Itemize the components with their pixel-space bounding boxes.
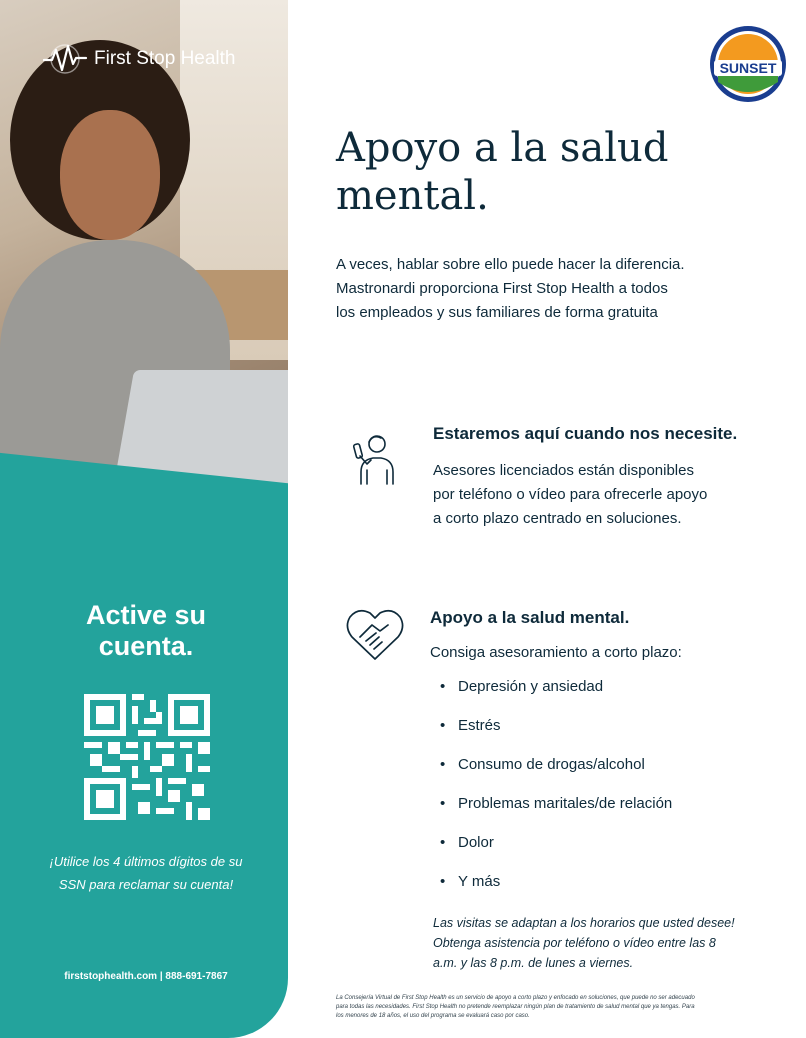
list-item-text: Problemas maritales/de relación — [458, 795, 673, 812]
page-title — [336, 124, 756, 220]
note-line-2: Obtenga asistencia por teléfono o vídeo entre las 8 — [433, 936, 716, 950]
cta-line-2: cuenta. — [98, 631, 194, 661]
intro-line-1: A veces, hablar sobre ello puede hacer la diferencia. — [336, 256, 685, 273]
note-line-1: Las visitas se adaptan a los horarios que usted desee! — [433, 916, 735, 930]
list-item: • Y más — [440, 873, 672, 912]
services-list — [440, 678, 672, 912]
intro-line-2: Mastronardi proporciona First Stop Health a todos — [336, 280, 668, 297]
person-on-phone-icon — [347, 430, 403, 488]
intro-paragraph — [336, 253, 766, 325]
section2-heading: Apoyo a la salud mental. — [430, 608, 630, 627]
disclaimer — [336, 994, 766, 1021]
qr-code[interactable] — [84, 694, 210, 820]
section1-line-3: a corto plazo centrado en soluciones. — [433, 510, 682, 527]
list-item: • Consumo de drogas/alcohol — [440, 756, 672, 795]
schedule-note — [433, 913, 773, 973]
claim-line-1: ¡Utilice los 4 últimos dígitos de su — [49, 854, 243, 869]
title-line-1: Apoyo a la salud — [336, 125, 669, 171]
note-line-3: a.m. y las 8 p.m. de lunes a viernes. — [433, 956, 634, 970]
list-item: • Depresión y ansiedad — [440, 678, 672, 717]
section1-body — [433, 459, 773, 531]
left-panel — [0, 0, 288, 1038]
cta-line-1: Active su — [85, 600, 207, 630]
claim-instructions — [20, 850, 272, 896]
photo-person-face — [60, 110, 160, 240]
heart-handshake-icon — [344, 607, 406, 663]
heartbeat-icon — [42, 42, 88, 76]
list-item-text: Dolor — [458, 834, 494, 851]
disclaimer-line-2: para todas las necesidades. First Stop Health no pretende reemplazar ningún plan de tratamiento de salud mental que ya tengas. Para — [336, 1004, 695, 1010]
disclaimer-line-3: los menores de 18 años, el uso del programa se evaluará caso por caso. — [336, 1013, 530, 1019]
disclaimer-line-1: La Consejería Virtual de First Stop Health es un servicio de apoyo a corto plazo y enfocado en soluciones, que puede no ser adecuado — [336, 995, 695, 1001]
brand-name: First Stop Health — [94, 48, 236, 69]
list-item: • Dolor — [440, 834, 672, 873]
contact-info[interactable]: firststophealth.com | 888-691-7867 — [64, 971, 228, 982]
sunset-logo-text: SUNSET — [719, 60, 777, 76]
list-item-text: Estrés — [458, 717, 501, 734]
section1-heading: Estaremos aquí cuando nos necesite. — [433, 424, 738, 443]
intro-line-3: los empleados y sus familiares de forma gratuita — [336, 304, 658, 321]
title-line-2: mental. — [336, 173, 489, 219]
list-item-text: Consumo de drogas/alcohol — [458, 756, 645, 773]
list-item-text: Y más — [458, 873, 501, 890]
sunset-logo — [708, 24, 788, 104]
section1-line-1: Asesores licenciados están disponibles — [433, 462, 694, 479]
section2-subheading: Consiga asesoramiento a corto plazo: — [430, 644, 682, 661]
claim-line-2: SSN para reclamar su cuenta! — [58, 877, 234, 892]
first-stop-health-logo — [42, 42, 236, 76]
section1-line-2: por teléfono o vídeo para ofrecerle apoyo — [433, 486, 708, 503]
list-item: • Problemas maritales/de relación — [440, 795, 672, 834]
activate-account-heading — [0, 600, 288, 662]
list-item: • Estrés — [440, 717, 672, 756]
list-item-text: Depresión y ansiedad — [458, 678, 604, 695]
